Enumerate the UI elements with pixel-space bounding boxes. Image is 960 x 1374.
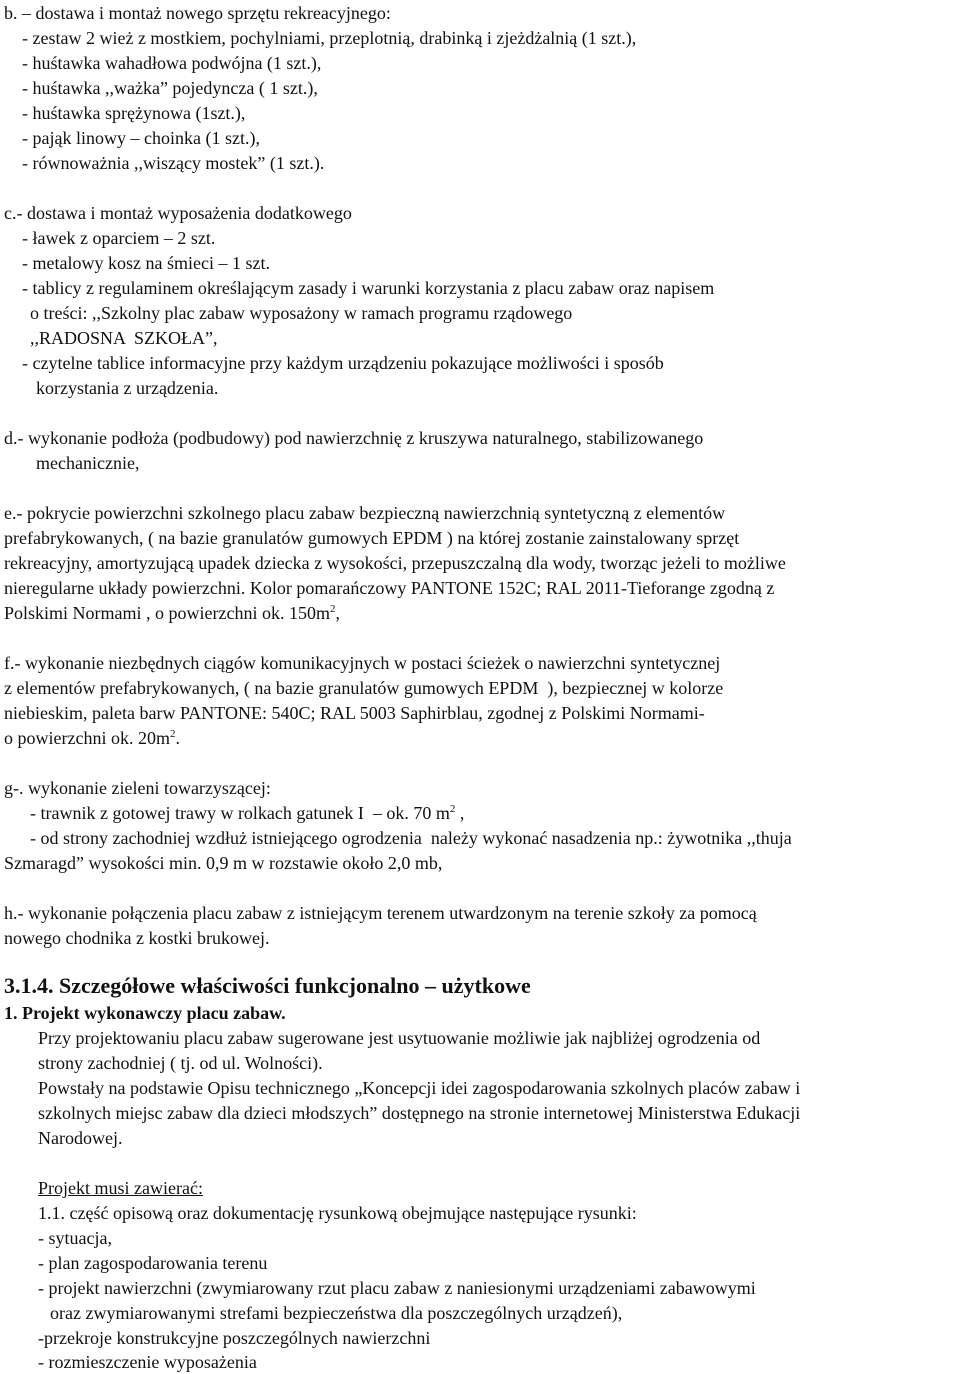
- list-line: - plan zagospodarowania terenu: [38, 1253, 268, 1273]
- section-h-line: h.- wykonanie połączenia placu zabaw z istniejącym terenem utwardzonym na terenie szkoły za pomocą: [4, 903, 757, 923]
- lawn-superscript: 2: [449, 803, 456, 815]
- section-b-item: - równoważnia ,,wiszący mostek” (1 szt.).: [22, 153, 325, 173]
- paragraph-line: szkolnych miejsc zabaw dla dzieci młodszych” dostępnego na stronie internetowej Ministerstwa Edukacji: [38, 1103, 801, 1123]
- list-line: -przekroje konstrukcyjne poszczególnych nawierzchni: [38, 1328, 431, 1348]
- section-e-line: prefabrykowanych, ( na bazie granulatów gumowych EPDM ) na której zostanie zainstalowany sprzęt: [4, 528, 740, 548]
- section-f-line: f.- wykonanie niezbędnych ciągów komunikacyjnych w postaci ścieżek o nawierzchni syntetycznej: [4, 653, 721, 673]
- list-line: - rozmieszczenie wyposażenia: [38, 1352, 257, 1372]
- section-c-line: - metalowy kosz na śmieci – 1 szt.: [22, 253, 270, 273]
- section-c-line: - tablicy z regulaminem określającym zasady i warunki korzystania z placu zabaw oraz napisem: [22, 278, 715, 298]
- section-f-line: niebieskim, paleta barw PANTONE: 540C; RAL 5003 Saphirblau, zgodnej z Polskimi Normami-: [4, 703, 705, 723]
- section-g-line: - od strony zachodniej wzdłuż istniejącego ogrodzenia należy wykonać nasadzenia np.: żywotnika ,,thuja: [30, 828, 792, 848]
- area-punctuation: .: [175, 728, 180, 748]
- area-superscript: 2: [169, 728, 176, 740]
- area-text: o powierzchni ok. 20m: [4, 728, 170, 748]
- section-g-heading: g-. wykonanie zieleni towarzyszącej:: [4, 778, 271, 798]
- section-b-item: - huśtawka wahadłowa podwójna (1 szt.),: [22, 53, 322, 73]
- section-e-line: nieregularne układy powierzchni. Kolor pomarańczowy PANTONE 152C; RAL 2011-Tieforange zgodną z: [4, 578, 775, 598]
- section-b-item: - zestaw 2 wież z mostkiem, pochylniami, przeplotnią, drabinką i zjeżdżalnią (1 szt.),: [22, 28, 637, 48]
- section-c-heading: c.- dostawa i montaż wyposażenia dodatkowego: [4, 203, 352, 223]
- section-c-line: - ławek z oparciem – 2 szt.: [22, 228, 216, 248]
- section-314-subheading: 1. Projekt wykonawczy placu zabaw.: [4, 1003, 286, 1023]
- lawn-text: - trawnik z gotowej trawy w rolkach gatunek I – ok. 70 m: [30, 803, 450, 823]
- section-e-line: e.- pokrycie powierzchni szkolnego placu zabaw bezpieczną nawierzchnią syntetyczną z elementów: [4, 503, 726, 523]
- section-e-line: rekreacyjny, amortyzującą upadek dziecka z wysokości, przepuszczalną dla wody, tworząc jeżeli to możliwe: [4, 553, 786, 573]
- list-line: - sytuacja,: [38, 1228, 112, 1248]
- section-b-heading: b. – dostawa i montaż nowego sprzętu rekreacyjnego:: [4, 3, 391, 23]
- section-c-line: - czytelne tablice informacyjne przy każdym urządzeniu pokazujące możliwości i sposób: [22, 353, 664, 373]
- section-c-line: ,,RADOSNA SZKOŁA”,: [30, 328, 218, 348]
- section-d-line: mechanicznie,: [36, 453, 140, 473]
- section-b-item: - huśtawka sprężynowa (1szt.),: [22, 103, 246, 123]
- section-g-line: Szmaragd” wysokości min. 0,9 m w rozstawie około 2,0 mb,: [4, 853, 443, 873]
- lawn-punctuation: ,: [455, 803, 465, 823]
- section-d-line: d.- wykonanie podłoża (podbudowy) pod nawierzchnię z kruszywa naturalnego, stabilizowanego: [4, 428, 704, 448]
- paragraph-line: Przy projektowaniu placu zabaw sugerowane jest usytuowanie możliwie jak najbliżej ogrodzenia od: [38, 1028, 761, 1048]
- area-superscript: 2: [329, 603, 336, 615]
- list-line: oraz zwymiarowanymi strefami bezpieczeństwa dla poszczególnych urządzeń),: [50, 1303, 623, 1323]
- paragraph-line: Narodowej.: [38, 1128, 123, 1148]
- section-b-item: - pająk linowy – choinka (1 szt.),: [22, 128, 260, 148]
- must-contain-label: Projekt musi zawierać:: [38, 1178, 203, 1198]
- paragraph-line: strony zachodniej ( tj. od ul. Wolności).: [38, 1053, 323, 1073]
- section-c-line: o treści: ,,Szkolny plac zabaw wyposażony w ramach programu rządowego: [30, 303, 573, 323]
- section-g-lawn-line: [30, 803, 464, 823]
- section-f-line: z elementów prefabrykowanych, ( na bazie granulatów gumowych EPDM ), bezpiecznej w kolorze: [4, 678, 724, 698]
- list-line: - projekt nawierzchni (zwymiarowany rzut placu zabaw z naniesionymi urządzeniami zabawowymi: [38, 1278, 756, 1298]
- area-punctuation: ,: [335, 603, 340, 623]
- section-c-line: korzystania z urządzenia.: [36, 378, 219, 398]
- section-f-area-line: [4, 728, 180, 748]
- list-line: 1.1. część opisową oraz dokumentację rysunkową obejmujące następujące rysunki:: [38, 1203, 637, 1223]
- paragraph-line: Powstały na podstawie Opisu technicznego „Koncepcji idei zagospodarowania szkolnych placów zabaw i: [38, 1078, 801, 1098]
- area-text: Polskimi Normami , o powierzchni ok. 150m: [4, 603, 330, 623]
- section-e-area-line: [4, 603, 340, 623]
- section-314-heading: 3.1.4. Szczegółowe właściwości funkcjonalno – użytkowe: [4, 973, 531, 998]
- section-h-line: nowego chodnika z kostki brukowej.: [4, 928, 270, 948]
- section-b-item: - huśtawka ,,ważka” pojedyncza ( 1 szt.),: [22, 78, 318, 98]
